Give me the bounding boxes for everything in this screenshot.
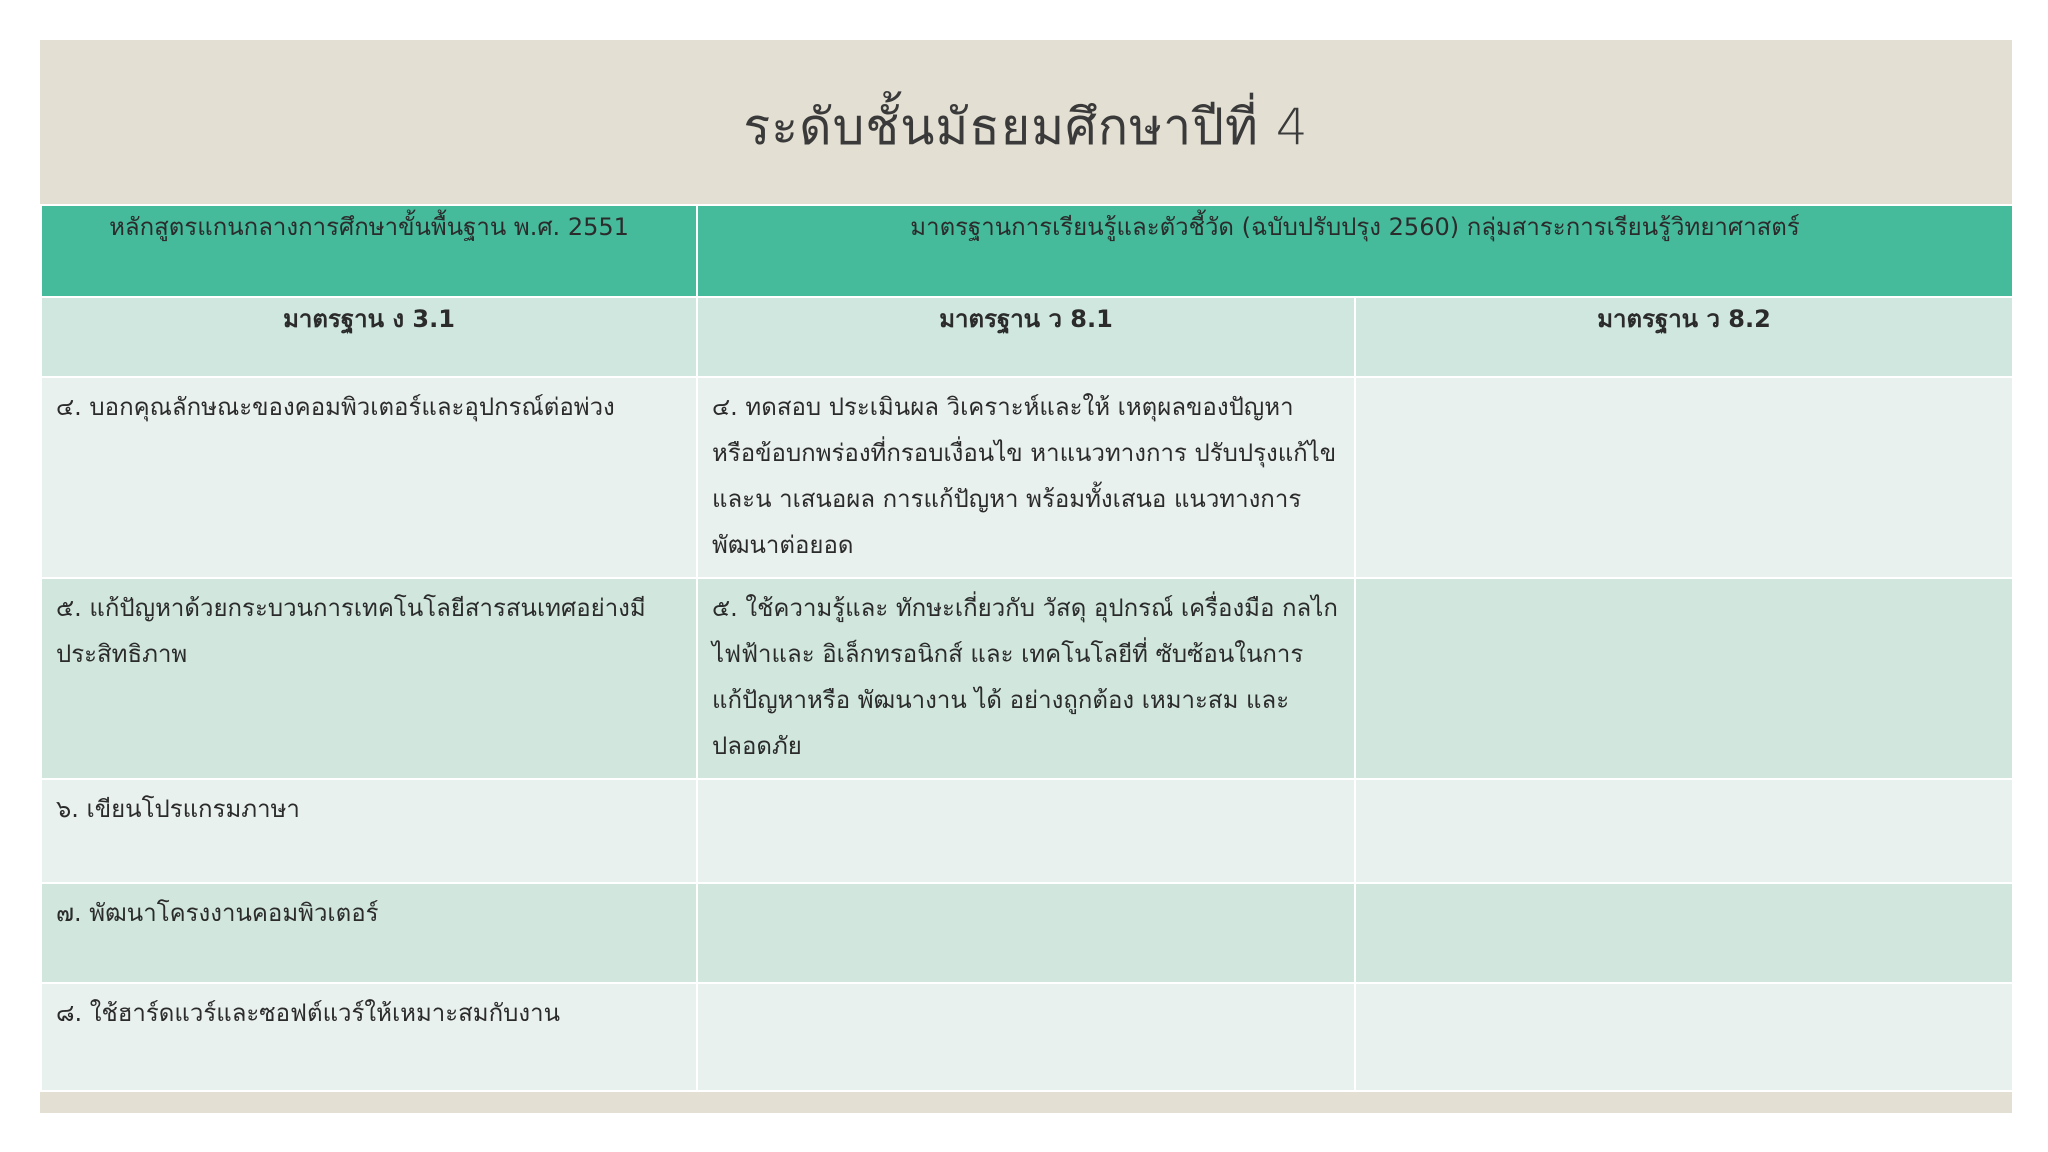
table-subheader-row — [41, 297, 2013, 377]
table-cell — [697, 983, 1355, 1091]
table-cell — [1355, 883, 2013, 983]
header-curriculum-2551: หลักสูตรแกนกลางการศึกษาขั้นพื้นฐาน พ.ศ. 2551 — [41, 205, 697, 297]
table-cell: ๗. พัฒนาโครงงานคอมพิวเตอร์ — [41, 883, 697, 983]
subheader-standard-w-8-2: มาตรฐาน ว 8.2 — [1355, 297, 2013, 377]
table-cell — [1355, 578, 2013, 779]
table-row — [41, 578, 2013, 779]
table-header-row — [41, 205, 2013, 297]
table-cell — [697, 883, 1355, 983]
table-row — [41, 883, 2013, 983]
table-row — [41, 779, 2013, 883]
table-cell: ๕. แก้ปัญหาด้วยกระบวนการเทคโนโลยีสารสนเทศอย่างมีประสิทธิภาพ — [41, 578, 697, 779]
table-cell: ๔. บอกคุณลักษณะของคอมพิวเตอร์และอุปกรณ์ต่อพ่วง — [41, 377, 697, 578]
table-cell — [1355, 377, 2013, 578]
slide-title: ระดับชั้นมัธยมศึกษาปีที่ 4 — [743, 97, 1309, 156]
table-row — [41, 377, 2013, 578]
bottom-strip — [40, 1093, 2012, 1113]
title-band — [40, 40, 2012, 204]
table-cell — [1355, 779, 2013, 883]
table-cell: ๔. ทดสอบ ประเมินผล วิเคราะห์และให้ เหตุผลของปัญหา หรือข้อบกพร่องที่กรอบเงื่อนไข หาแนวทางการ ปรับปรุงแก้ไข และน าเสนอผล การแก้ปัญหา พร้อมทั้งเสนอ แนวทางการพัฒนาต่อยอด — [697, 377, 1355, 578]
table-cell: ๘. ใช้ฮาร์ดแวร์และซอฟต์แวร์ให้เหมาะสมกับงาน — [41, 983, 697, 1091]
slide-frame — [40, 40, 2012, 1113]
standards-table — [40, 204, 2014, 1092]
table-row — [41, 983, 2013, 1091]
subheader-standard-ng-3-1: มาตรฐาน ง 3.1 — [41, 297, 697, 377]
subheader-standard-w-8-1: มาตรฐาน ว 8.1 — [697, 297, 1355, 377]
table-cell: ๖. เขียนโปรแกรมภาษา — [41, 779, 697, 883]
header-standards-2560: มาตรฐานการเรียนรู้และตัวชี้วัด (ฉบับปรับปรุง 2560) กลุ่มสาระการเรียนรู้วิทยาศาสตร์ — [697, 205, 2013, 297]
table-cell: ๕. ใช้ความรู้และ ทักษะเกี่ยวกับ วัสดุ อุปกรณ์ เครื่องมือ กลไก ไฟฟ้าและ อิเล็กทรอนิกส์ และ เทคโนโลยีที่ ซับซ้อนในการ แก้ปัญหาหรือ พัฒนางาน ได้ อย่างถูกต้อง เหมาะสม และ ปลอดภัย — [697, 578, 1355, 779]
table-cell — [697, 779, 1355, 883]
table-cell — [1355, 983, 2013, 1091]
